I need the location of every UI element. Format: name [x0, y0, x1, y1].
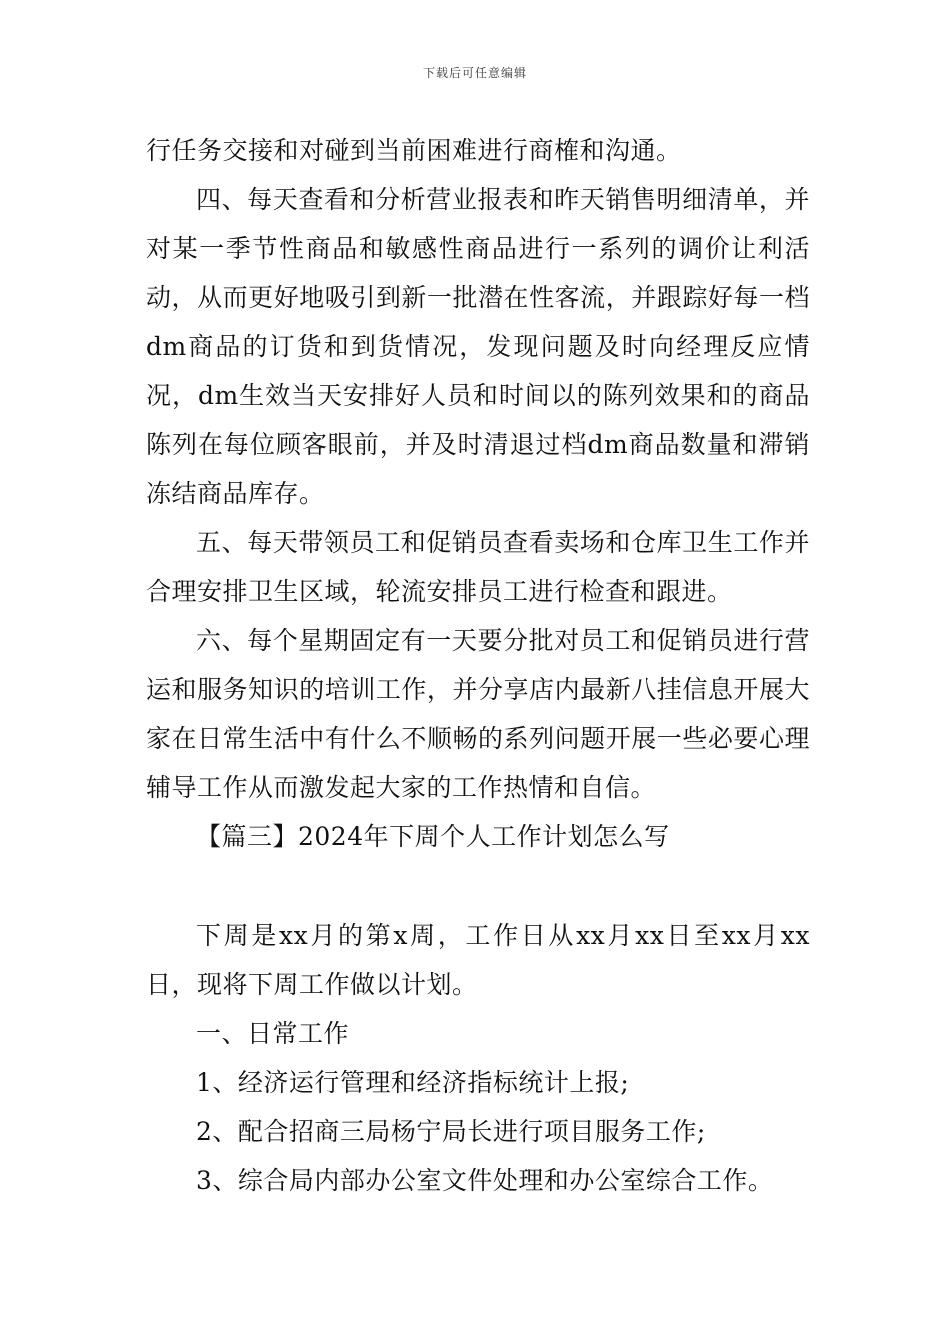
paragraph-item-6: 六、每个星期固定有一天要分批对员工和促销员进行营运和服务知识的培训工作，并分享店内最新八挂信息开展大家在日常生活中有什么不顺畅的系列问题开展一些必要心理辅导工作从而激发起大家的工作热情和自信。 — [146, 626, 810, 802]
list-item-2: 2、配合招商三局杨宁局长进行项目服务工作; — [196, 1117, 706, 1146]
list-item-3: 3、综合局内部办公室文件处理和办公室综合工作。 — [196, 1166, 774, 1195]
subheading-daily-work: 一、日常工作 — [196, 1019, 350, 1048]
paragraph-item-4: 四、每天查看和分析营业报表和昨天销售明细清单，并对某一季节性商品和敏感性商品进行一系列的调价让利活动，从而更好地吸引到新一批潜在性客流，并跟踪好每一档dm商品的订货和到货情况，发现问题及时向经理反应情况，dm生效当天安排好人员和时间以的陈列效果和的商品陈列在每位顾客眼前，并及时清退过档dm商品数量和滞销冻结商品库存。 — [146, 185, 810, 508]
section-spacer — [146, 861, 810, 911]
page-header: 下载后可任意编辑 — [422, 66, 527, 80]
paragraph-item-5: 五、每天带领员工和促销员查看卖场和仓库卫生工作并合理安排卫生区域，轮流安排员工进行检查和跟进。 — [146, 528, 810, 606]
paragraph-intro: 下周是xx月的第x周，工作日从xx月xx日至xx月xx日，现将下周工作做以计划。 — [146, 921, 810, 999]
document-body — [146, 126, 810, 1205]
section-heading: 【篇三】2024年下周个人工作计划怎么写 — [196, 822, 670, 851]
paragraph-continuation: 行任务交接和对碰到当前困难进行商榷和沟通。 — [146, 136, 682, 165]
list-item-1: 1、经济运行管理和经济指标统计上报; — [196, 1068, 630, 1097]
